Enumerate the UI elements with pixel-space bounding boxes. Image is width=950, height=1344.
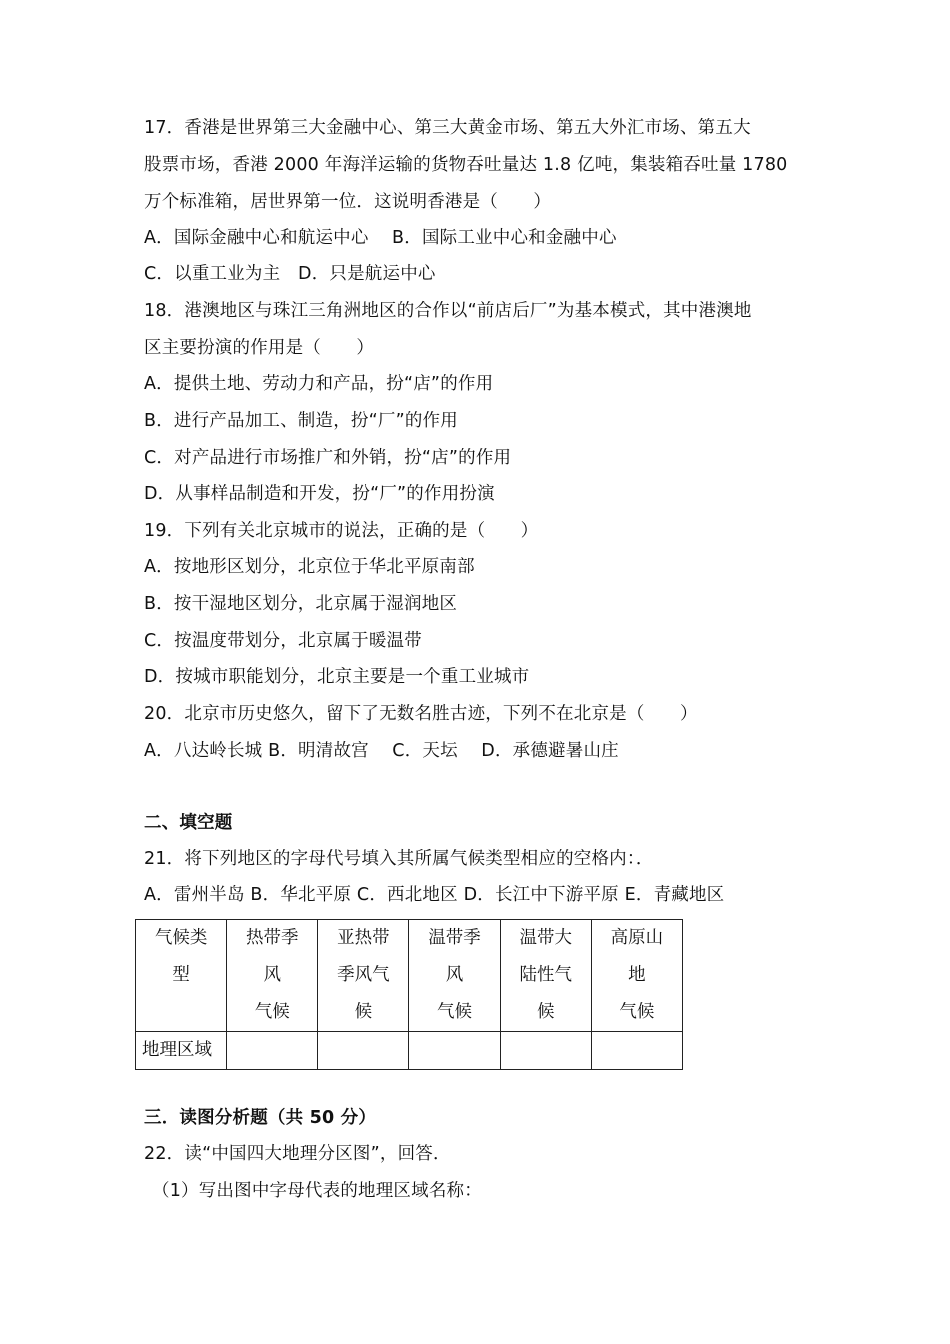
q18-option-c: C．对产品进行市场推广和外销，扮“店”的作用 bbox=[144, 448, 512, 468]
answer-cell bbox=[409, 1032, 500, 1070]
q18-stem-line1: 18．港澳地区与珠江三角洲地区的合作以“前店后厂”为基本模式，其中港澳地 bbox=[144, 301, 752, 321]
q17-options-ab: A．国际金融中心和航运中心 B．国际工业中心和金融中心 bbox=[144, 228, 617, 248]
header-cell-climate-type: 气候类 型 bbox=[136, 920, 227, 1032]
answer-cell bbox=[227, 1032, 318, 1070]
q21-stem: 21．将下列地区的字母代号填入其所属气候类型相应的空格内：． bbox=[144, 849, 654, 869]
section3-heading: 三．读图分析题（共 50 分） bbox=[144, 1108, 377, 1128]
q19-option-b: B．按干湿地区划分，北京属于湿润地区 bbox=[144, 594, 458, 614]
section2-heading: 二、填空题 bbox=[144, 813, 233, 833]
header-cell-temperate-continental: 温带大 陆性气 候 bbox=[500, 920, 591, 1032]
header-cell-subtropical-monsoon: 亚热带 季风气 候 bbox=[318, 920, 409, 1032]
q17-stem-line2: 股票市场，香港 2000 年海洋运输的货物吞吐量达 1.8 亿吨，集装箱吞吐量 1780 bbox=[144, 155, 788, 175]
q20-options: A．八达岭长城 B．明清故宫 C．天坛 D．承德避暑山庄 bbox=[144, 741, 619, 761]
q22-stem: 22．读“中国四大地理分区图”，回答． bbox=[144, 1144, 451, 1164]
header-cell-plateau-mountain: 高原山 地 气候 bbox=[591, 920, 682, 1032]
header-cell-tropical-monsoon: 热带季 风 气候 bbox=[227, 920, 318, 1032]
q17-options-cd: C．以重工业为主 D．只是航运中心 bbox=[144, 264, 436, 284]
q19-option-d: D．按城市职能划分，北京主要是一个重工业城市 bbox=[144, 667, 530, 687]
q18-option-b: B．进行产品加工、制造，扮“厂”的作用 bbox=[144, 411, 458, 431]
q18-stem-line2: 区主要扮演的作用是（ ） bbox=[144, 338, 375, 358]
q19-option-c: C．按温度带划分，北京属于暖温带 bbox=[144, 631, 422, 651]
climate-table-answer-row bbox=[136, 1032, 683, 1070]
q19-option-a: A．按地形区划分，北京位于华北平原南部 bbox=[144, 557, 475, 577]
climate-table bbox=[135, 919, 683, 1070]
answer-cell bbox=[591, 1032, 682, 1070]
climate-table-header-row bbox=[136, 920, 683, 1032]
q18-option-d: D．从事样品制造和开发，扮“厂”的作用扮演 bbox=[144, 484, 495, 504]
header-cell-temperate-monsoon: 温带季 风 气候 bbox=[409, 920, 500, 1032]
q22-sub1: （1）写出图中字母代表的地理区域名称： bbox=[152, 1181, 482, 1201]
answer-cell bbox=[500, 1032, 591, 1070]
q18-option-a: A．提供土地、劳动力和产品，扮“店”的作用 bbox=[144, 374, 494, 394]
answer-cell bbox=[318, 1032, 409, 1070]
q17-stem-line3: 万个标准箱，居世界第一位．这说明香港是（ ） bbox=[144, 192, 552, 212]
q17-stem-line1: 17．香港是世界第三大金融中心、第三大黄金市场、第五大外汇市场、第五大 bbox=[144, 118, 751, 138]
q19-stem: 19．下列有关北京城市的说法，正确的是（ ） bbox=[144, 521, 539, 541]
q20-stem: 20．北京市历史悠久，留下了无数名胜古迹，下列不在北京是（ ） bbox=[144, 704, 698, 724]
q21-options: A．雷州半岛 B．华北平原 C．西北地区 D．长江中下游平原 E．青藏地区 bbox=[144, 885, 725, 905]
row-label-region: 地理区域 bbox=[136, 1032, 227, 1070]
